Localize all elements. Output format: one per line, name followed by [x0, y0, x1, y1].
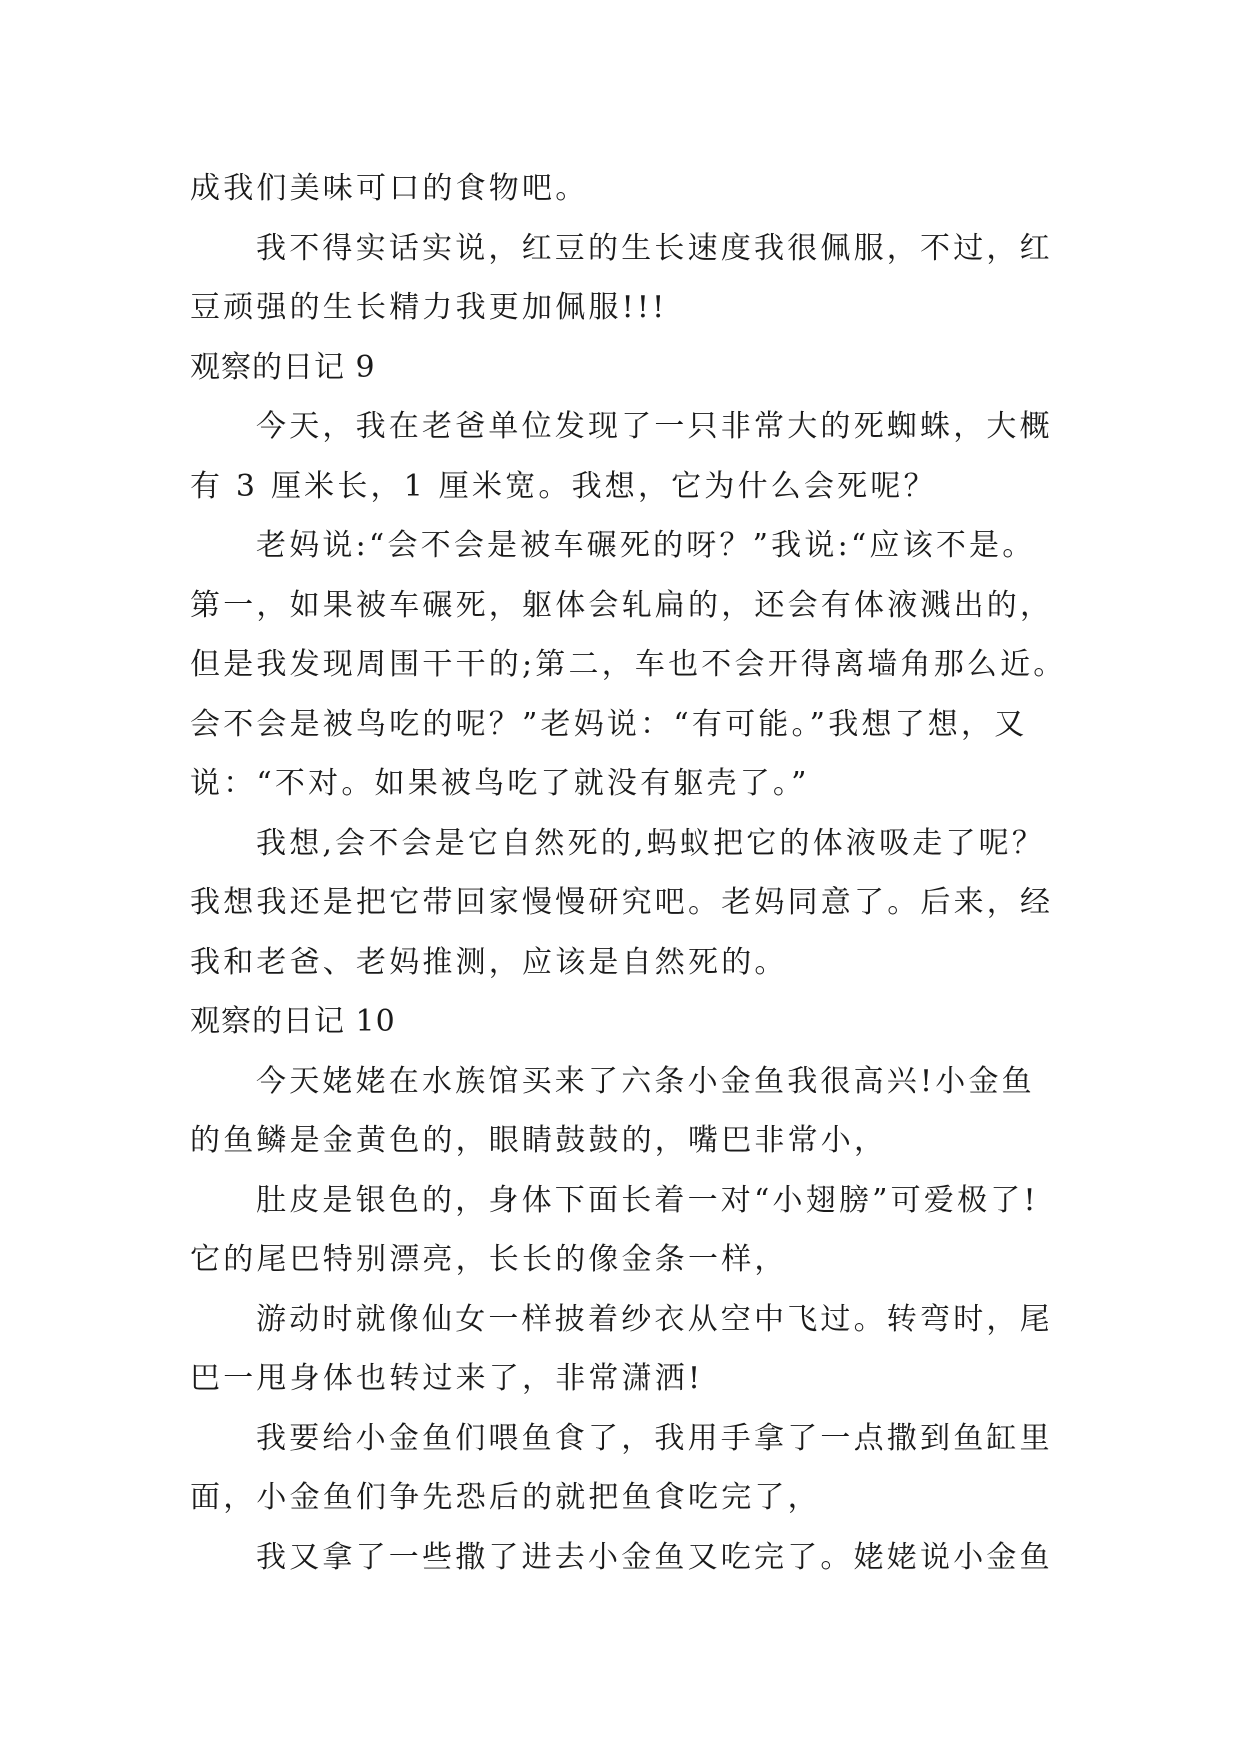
text-line: 今天姥姥在水族馆买来了六条小金鱼我很高兴!小金鱼	[256, 1063, 1035, 1099]
text-line: 面，小金鱼们争先恐后的就把鱼食吃完了，	[190, 1480, 821, 1515]
text-line: 我不得实话实说，红豆的生长速度我很佩服，不过，红	[256, 230, 1053, 266]
text-line: 老妈说:“会不会是被车碾死的呀？”我说:“应该不是。	[256, 528, 1036, 563]
text-line: 说：“不对。如果被鸟吃了就没有躯壳了。”	[190, 766, 810, 801]
text-line: 第一，如果被车碾死，躯体会轧扁的，还会有体液溅出的，	[190, 587, 1054, 623]
text-line: 成我们美味可口的食物吧。	[190, 171, 589, 206]
text-line: 的鱼鳞是金黄色的，眼睛鼓鼓的，嘴巴非常小，	[190, 1123, 888, 1158]
text-line: 我和老爸、老妈推测，应该是自然死的。	[190, 944, 788, 980]
text-line: 游动时就像仙女一样披着纱衣从空中飞过。转弯时，尾	[256, 1301, 1053, 1337]
text-line: 肚皮是银色的，身体下面长着一对“小翅膀”可爱极了!	[256, 1182, 1039, 1218]
text-line: 我要给小金鱼们喂鱼食了，我用手拿了一点撒到鱼缸里	[256, 1420, 1053, 1456]
text-line: 今天，我在老爸单位发现了一只非常大的死蜘蛛，大概	[256, 409, 1053, 444]
document-body	[190, 159, 1067, 1587]
text-line: 我又拿了一些撒了进去小金鱼又吃完了。姥姥说小金鱼	[256, 1539, 1053, 1575]
section-heading: 观察的日记 9	[190, 349, 376, 385]
text-line: 但是我发现周围干干的;第二，车也不会开得离墙角那么近。	[190, 647, 1067, 682]
section-heading: 观察的日记 10	[190, 1004, 396, 1039]
text-line: 它的尾巴特别漂亮，长长的像金条一样，	[190, 1242, 788, 1277]
text-line: 我想,会不会是它自然死的,蚂蚁把它的体液吸走了呢？	[256, 825, 1046, 861]
text-line: 有 3 厘米长，1 厘米宽。我想，它为什么会死呢？	[190, 468, 937, 504]
text-line: 会不会是被鸟吃的呢？”老妈说：“有可能。”我想了想，又	[190, 706, 1028, 742]
text-line: 我想我还是把它带回家慢慢研究吧。老妈同意了。后来，经	[190, 885, 1054, 920]
text-line: 巴一甩身体也转过来了，非常潇洒!	[190, 1361, 704, 1396]
text-line: 豆顽强的生长精力我更加佩服!!!	[190, 290, 668, 325]
